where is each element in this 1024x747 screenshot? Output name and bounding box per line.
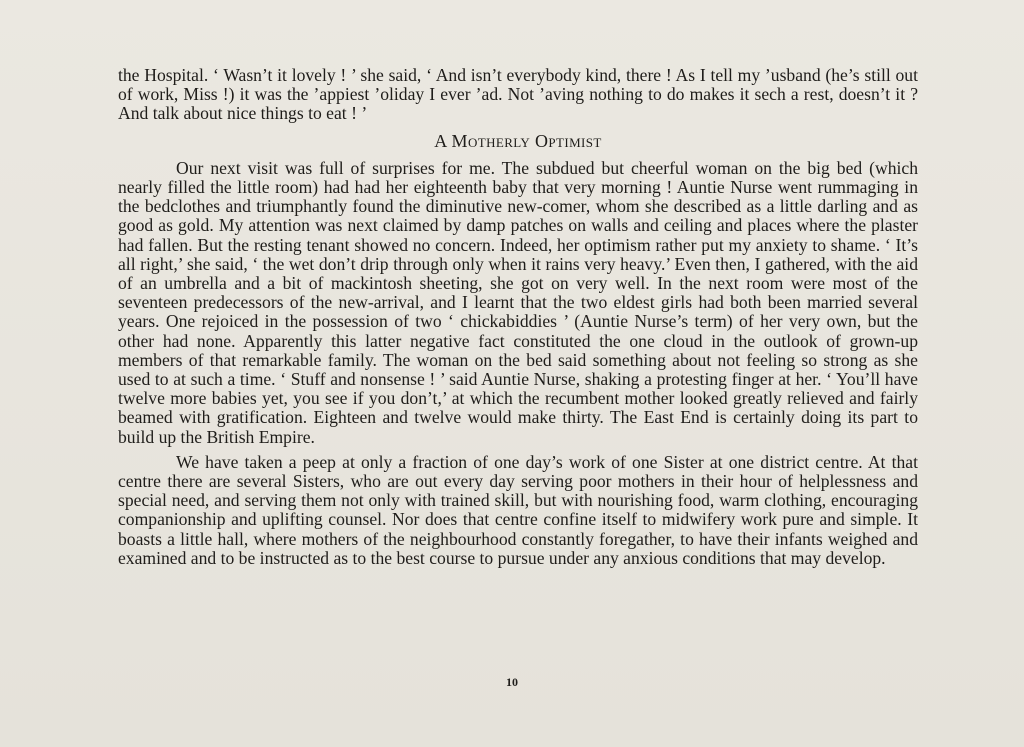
section-heading: A Motherly Optimist <box>434 130 602 151</box>
page-content <box>118 66 918 568</box>
body-paragraph-2: We have taken a peep at only a fraction of one day’s work of one Sister at one district centre. At that centre there are several Sisters, who are out every day serving poor mothers in their hour of helplessness and special need, and serving them not only with trained skill, but with nourishing food, warm clothing, encouraging companionship and uplifting counsel. Nor does that centre confine itself to midwifery work pure and simple. It boasts a little hall, where mothers of the neighbourhood constantly foregather, to have their infants weighed and examined and to be instructed as to the best course to pursue under any anxious conditions that may develop. <box>118 451 918 568</box>
page-number: 10 <box>506 675 518 689</box>
intro-paragraph: the Hospital. ‘ Wasn’t it lovely ! ’ she said, ‘ And isn’t everybody kind, there ! As I tell my ’usband (he’s still out of work, Miss !) it was the ’appiest ’oliday I ever ’ad. Not ’aving nothing to do makes it sech a rest, doesn’t it ? And talk about nice things to eat ! ’ <box>118 65 918 124</box>
body-paragraph-1: Our next visit was full of surprises for me. The subdued but cheerful woman on the big bed (which nearly filled the little room) had had her eighteenth baby that very morning ! Auntie Nurse went rummaging in the bedclothes and triumphantly found the diminutive new-comer, whom she described as a little darling and as good as gold. My attention was next claimed by damp patches on walls and ceiling and places where the plaster had fallen. But the resting tenant showed no concern. Indeed, her optimism rather put my anxiety to shame. ‘ It’s all right,’ she said, ‘ the wet don’t drip through only when it rains very heavy.’ Even then, I gathered, with the aid of an umbrella and a bit of mackintosh sheeting, she got on very well. In the next room were most of the seventeen predecessors of the new-arrival, and I learnt that the two eldest girls had both been married several years. One rejoiced in the possession of two ‘ chickabiddies ’ (Auntie Nurse’s term) of her very own, but the other had none. Apparently this latter negative fact constituted the one cloud in the outlook of grown-up members of that remarkable family. The woman on the bed said something about not feeling so strong as she used to at such a time. ‘ Stuff and nonsense ! ’ said Auntie Nurse, shaking a protesting finger at her. ‘ You’ll have twelve more babies yet, you see if you don’t,’ at which the recumbent mother looked greatly relieved and fairly beamed with gratification. Eighteen and twelve would make thirty. The East End is certainly doing its part to build up the British Empire. <box>118 157 918 447</box>
